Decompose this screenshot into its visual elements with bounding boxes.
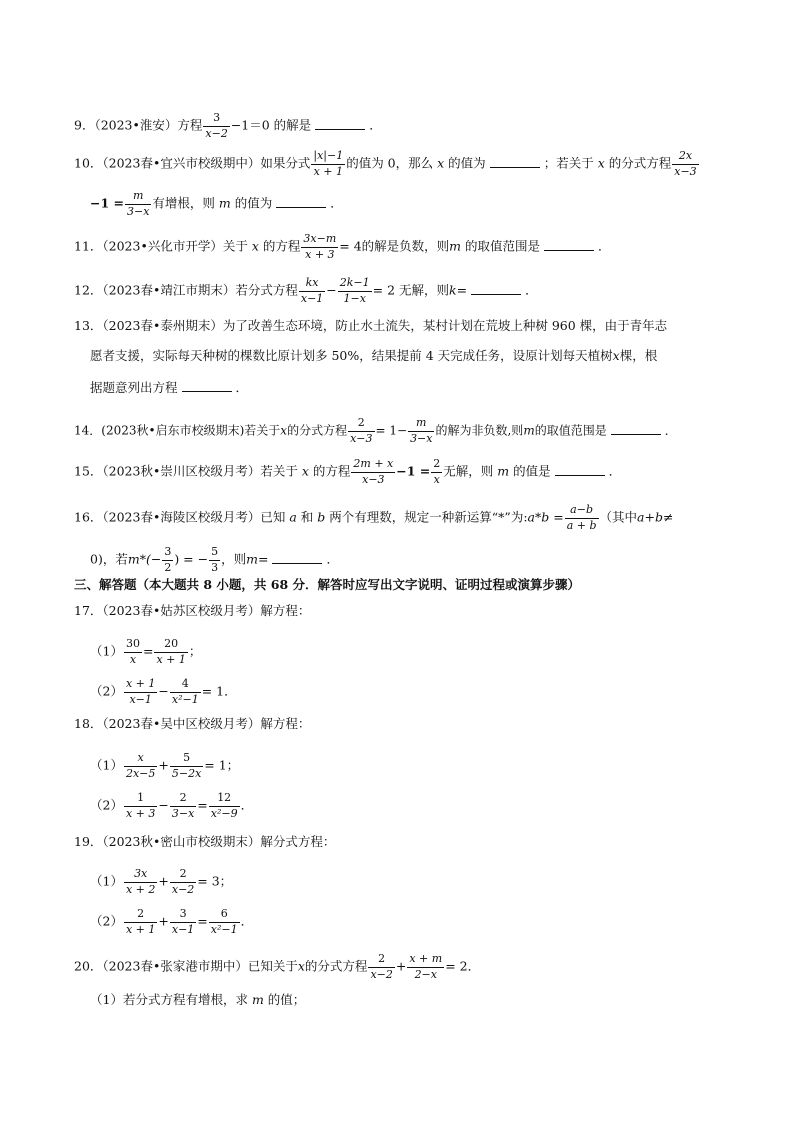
fraction bbox=[672, 150, 698, 178]
text-segment: −1＝0 的解是 bbox=[230, 117, 312, 133]
text-segment: 的分式方程 bbox=[304, 958, 368, 974]
denominator: x + 1 bbox=[156, 652, 186, 666]
text-segment: x bbox=[437, 155, 445, 171]
question-number: 19． bbox=[74, 834, 103, 849]
answer-blank[interactable] bbox=[490, 156, 540, 168]
fraction bbox=[170, 868, 196, 896]
text-segment: = 3； bbox=[197, 873, 233, 889]
numerator: 2 bbox=[179, 791, 187, 804]
numerator: m bbox=[416, 416, 427, 429]
fraction bbox=[565, 504, 599, 532]
numerator: 4 bbox=[181, 677, 189, 690]
text-segment: x bbox=[280, 423, 288, 438]
fraction bbox=[368, 953, 394, 981]
numerator: 2 bbox=[378, 952, 386, 965]
numerator: 5 bbox=[183, 751, 191, 764]
question-19-part-1 bbox=[90, 868, 232, 896]
question-source: （2023秋•密山市校级期末） bbox=[102, 834, 261, 849]
text-segment: 有增根，则 bbox=[152, 195, 215, 211]
question-10-line-2 bbox=[90, 190, 343, 218]
text-segment: （1） bbox=[90, 873, 123, 889]
answer-blank[interactable] bbox=[471, 283, 521, 295]
question-number: 11． bbox=[74, 238, 103, 254]
numerator: 3x bbox=[134, 867, 148, 880]
question-source: (2023秋•启东市校级期末) bbox=[101, 423, 245, 438]
question-18 bbox=[74, 718, 310, 731]
text-segment: m bbox=[218, 195, 231, 211]
fraction bbox=[301, 233, 338, 261]
fraction bbox=[407, 953, 444, 981]
text-segment: a bbox=[289, 509, 297, 525]
denominator: x bbox=[124, 652, 142, 667]
text-segment: ． bbox=[240, 797, 254, 813]
text-segment: ． bbox=[598, 238, 611, 254]
text-segment: 和 bbox=[300, 509, 314, 525]
text-segment: m*(− bbox=[127, 551, 162, 567]
denominator: x + 1 bbox=[125, 922, 156, 936]
question-number: 10． bbox=[74, 155, 103, 171]
denominator: x−1 bbox=[124, 692, 157, 707]
text-segment: = bbox=[257, 551, 269, 567]
text-segment: b bbox=[317, 509, 326, 525]
question-number: 12． bbox=[74, 282, 103, 298]
fraction bbox=[203, 112, 229, 140]
question-number: 17． bbox=[74, 603, 103, 618]
question-number: 15． bbox=[74, 463, 103, 479]
answer-blank[interactable] bbox=[315, 118, 365, 130]
fraction bbox=[124, 908, 157, 936]
denominator: 3−x bbox=[171, 806, 195, 820]
question-source: （2023秋•崇川区校级月考） bbox=[102, 463, 261, 479]
text-segment: x bbox=[612, 348, 620, 363]
numerator: |x|−1 bbox=[313, 149, 344, 162]
fraction bbox=[125, 190, 151, 218]
text-segment: 的方程 bbox=[312, 463, 351, 479]
text-segment: 棵，根 bbox=[619, 348, 658, 363]
text-segment: （1） bbox=[90, 643, 123, 659]
question-number: 9． bbox=[74, 117, 95, 133]
text-segment: 已知 bbox=[260, 509, 286, 525]
question-14 bbox=[74, 417, 677, 445]
text-segment: 为了改善生态环境，防止水土流失，某村计划在荒坡上种树 960 棵，由于青年志 bbox=[222, 318, 668, 333]
text-segment: 已知关于 bbox=[247, 958, 298, 974]
question-19-part-2 bbox=[90, 908, 253, 936]
fraction bbox=[124, 638, 142, 666]
text-segment: 的值为 0，那么 bbox=[346, 155, 434, 171]
numerator: 30 bbox=[125, 637, 140, 650]
numerator: 2x bbox=[678, 149, 693, 162]
text-segment: 0)，若 bbox=[90, 551, 128, 567]
fraction bbox=[162, 546, 173, 574]
question-16-line-2 bbox=[90, 546, 339, 574]
text-segment: −1 = bbox=[396, 463, 431, 479]
numerator: 20 bbox=[164, 637, 179, 650]
question-18-part-1 bbox=[90, 752, 239, 780]
text-segment: ． bbox=[664, 423, 677, 438]
question-source: （2023春•姑苏区校级月考） bbox=[102, 603, 261, 618]
question-source: （2023春•海陵区校级月考） bbox=[102, 509, 261, 525]
denominator: x²−9 bbox=[210, 806, 238, 820]
text-segment: 两个有理数，规定一种新运算“*”为: bbox=[329, 509, 528, 525]
text-segment: 的取值范围是 bbox=[534, 423, 607, 438]
denominator: x−3 bbox=[350, 431, 373, 445]
fraction bbox=[124, 792, 157, 820]
denominator: 3−x bbox=[410, 431, 433, 445]
question-12 bbox=[74, 277, 538, 305]
text-segment: = 1． bbox=[201, 683, 237, 699]
denominator: 2x−5 bbox=[125, 766, 156, 780]
question-10 bbox=[74, 150, 700, 178]
text-segment: ； bbox=[188, 643, 202, 659]
numerator: 5 bbox=[211, 545, 219, 558]
answer-blank[interactable] bbox=[272, 552, 322, 564]
text-segment: a+b≠ bbox=[637, 509, 674, 525]
question-18-part-2 bbox=[90, 792, 253, 820]
text-segment: x bbox=[297, 958, 305, 974]
text-segment: m bbox=[449, 238, 462, 254]
question-13-line-3 bbox=[90, 380, 248, 395]
text-segment: （2） bbox=[90, 913, 123, 929]
section-heading: 三、解答题（本大题共 8 小题，共 68 分．解答时应写出文字说明、证明过程或演算步骤） bbox=[74, 577, 581, 592]
answer-blank[interactable] bbox=[182, 380, 232, 392]
denominator: x + 3 bbox=[301, 247, 338, 262]
text-segment: （其中 bbox=[599, 509, 638, 525]
denominator: x−3 bbox=[674, 164, 697, 178]
denominator: x−2 bbox=[370, 967, 393, 981]
question-source: （2023春•宜兴市校级期中） bbox=[102, 155, 261, 171]
text-segment: m bbox=[246, 551, 258, 567]
text-segment: 的取值范围是 bbox=[465, 238, 541, 254]
numerator: x + m bbox=[409, 952, 443, 965]
text-segment: = bbox=[456, 282, 468, 298]
fraction bbox=[338, 277, 372, 305]
question-9 bbox=[74, 112, 382, 140]
text-segment: = bbox=[142, 643, 154, 659]
fraction bbox=[124, 752, 157, 780]
text-segment: 解方程： bbox=[260, 716, 311, 731]
numerator: kx bbox=[305, 276, 319, 289]
denominator: x−1 bbox=[300, 291, 324, 305]
fraction bbox=[351, 458, 395, 486]
question-number: 13． bbox=[74, 318, 103, 333]
numerator: x bbox=[137, 751, 144, 764]
text-segment: + bbox=[158, 757, 169, 773]
denominator: x²−1 bbox=[210, 922, 238, 936]
answer-blank[interactable] bbox=[611, 423, 661, 435]
numerator: 6 bbox=[220, 907, 228, 920]
question-11 bbox=[74, 233, 611, 261]
text-segment: m bbox=[251, 992, 264, 1007]
denominator: 5−2x bbox=[171, 766, 202, 780]
fraction bbox=[124, 678, 157, 706]
numerator: 3 bbox=[179, 907, 187, 920]
text-segment: 的值是 bbox=[513, 463, 551, 479]
numerator: 2 bbox=[137, 907, 145, 920]
text-segment: m bbox=[523, 423, 535, 438]
numerator: 2m + x bbox=[353, 457, 394, 470]
numerator: 3 bbox=[213, 111, 221, 124]
question-20 bbox=[74, 953, 480, 981]
fraction bbox=[170, 678, 201, 706]
fraction bbox=[124, 868, 157, 896]
numerator: 2 bbox=[179, 867, 187, 880]
fraction bbox=[170, 908, 196, 936]
question-20-part-1 bbox=[90, 994, 305, 1007]
denominator: x + 2 bbox=[125, 882, 156, 896]
question-17-part-1 bbox=[90, 638, 201, 666]
text-segment: 的值为 bbox=[234, 195, 273, 211]
text-segment: = 1− bbox=[375, 423, 408, 438]
text-segment: ． bbox=[326, 551, 339, 567]
denominator: x−2 bbox=[171, 882, 195, 896]
text-segment: 若关于 bbox=[244, 423, 281, 438]
question-number: 14． bbox=[74, 423, 102, 438]
text-segment: −1 = bbox=[90, 195, 124, 211]
text-segment: + bbox=[395, 958, 407, 974]
text-segment: 如果分式 bbox=[260, 155, 311, 171]
numerator: 3x−m bbox=[303, 232, 337, 245]
text-segment: + bbox=[158, 913, 169, 929]
answer-blank[interactable] bbox=[544, 239, 594, 251]
question-13-line-2 bbox=[90, 350, 657, 363]
text-segment: − bbox=[158, 797, 169, 813]
question-17 bbox=[74, 605, 310, 618]
text-segment: x bbox=[301, 463, 309, 479]
fraction bbox=[209, 792, 240, 820]
text-segment: 关于 bbox=[222, 238, 248, 254]
text-segment: − bbox=[326, 282, 337, 298]
numerator: 2 bbox=[433, 457, 441, 470]
text-segment: 的分式方程 bbox=[287, 423, 348, 438]
fraction bbox=[348, 417, 374, 445]
question-source: （2023•淮安） bbox=[94, 117, 178, 133]
text-segment: （1） bbox=[90, 757, 123, 773]
text-segment: ． bbox=[525, 282, 538, 298]
text-segment: ． bbox=[608, 463, 622, 479]
text-segment: = 4的解是负数，则 bbox=[339, 238, 450, 254]
denominator: x + 1 bbox=[311, 164, 345, 179]
text-segment: ． bbox=[240, 913, 254, 929]
question-number: 18． bbox=[74, 716, 103, 731]
text-segment: 若关于 bbox=[260, 463, 298, 479]
denominator: 2 bbox=[164, 560, 172, 574]
question-19 bbox=[74, 836, 335, 849]
text-segment: = 1； bbox=[204, 757, 240, 773]
fraction bbox=[209, 908, 240, 936]
numerator: m bbox=[132, 189, 144, 202]
question-15 bbox=[74, 458, 621, 486]
question-source: （2023春•吴中区校级月考） bbox=[102, 716, 261, 731]
numerator: 3 bbox=[164, 545, 172, 558]
text-segment: − bbox=[158, 683, 169, 699]
fraction bbox=[154, 638, 187, 666]
text-segment: a*b = bbox=[527, 509, 564, 525]
text-segment: = 2 无解，则 bbox=[372, 282, 450, 298]
text-segment: x bbox=[251, 238, 259, 254]
text-segment: ． bbox=[235, 380, 249, 395]
question-13 bbox=[74, 320, 667, 333]
denominator: 3 bbox=[211, 560, 219, 574]
denominator: x²−1 bbox=[171, 692, 199, 706]
text-segment: + bbox=[158, 873, 169, 889]
text-segment: （2） bbox=[90, 683, 123, 699]
question-number: 16． bbox=[74, 509, 103, 525]
text-segment: = bbox=[197, 913, 208, 929]
question-source: （2023•兴化市开学） bbox=[102, 238, 223, 254]
numerator: 2 bbox=[357, 416, 365, 429]
denominator: x−1 bbox=[171, 922, 195, 936]
numerator: a−b bbox=[570, 503, 593, 516]
text-segment: 的值； bbox=[267, 992, 306, 1007]
denominator: 3−x bbox=[127, 204, 150, 218]
question-source: （2023春•靖江市期末） bbox=[102, 282, 236, 298]
numerator: 1 bbox=[137, 791, 145, 804]
text-segment: ． bbox=[330, 195, 343, 211]
text-segment: 无解，则 bbox=[443, 463, 494, 479]
text-segment: （1）若分式方程有增根，求 bbox=[90, 992, 248, 1007]
text-segment: 据题意列出方程 bbox=[90, 380, 178, 395]
numerator: x + 1 bbox=[125, 677, 156, 690]
text-segment: = bbox=[197, 797, 208, 813]
text-segment: = 2． bbox=[445, 958, 481, 974]
denominator: x + 3 bbox=[125, 806, 156, 820]
question-number: 20． bbox=[74, 958, 103, 974]
fraction bbox=[209, 546, 220, 574]
denominator: 2−x bbox=[407, 967, 444, 982]
fraction bbox=[170, 752, 203, 780]
fraction bbox=[311, 150, 345, 178]
text-segment: m bbox=[497, 463, 510, 479]
text-segment: （2） bbox=[90, 797, 123, 813]
denominator: x−2 bbox=[205, 126, 228, 140]
question-source: （2023春•张家港市期中） bbox=[102, 958, 248, 974]
text-segment: 的值为 bbox=[448, 155, 486, 171]
text-segment: 解方程： bbox=[260, 603, 311, 618]
text-segment: x bbox=[597, 155, 605, 171]
text-segment: ；若关于 bbox=[543, 155, 594, 171]
text-segment: 愿者支援，实际每天种树的棵数比原计划多 50%，结果提前 4 天完成任务，设原计划每天植树 bbox=[90, 348, 613, 363]
text-segment: 解分式方程： bbox=[260, 834, 336, 849]
answer-blank[interactable] bbox=[276, 196, 326, 208]
answer-blank[interactable] bbox=[555, 464, 605, 476]
text-segment: 的方程 bbox=[262, 238, 301, 254]
denominator: x−3 bbox=[351, 472, 395, 487]
text-segment: 方程 bbox=[177, 117, 203, 133]
text-segment: 若分式方程 bbox=[235, 282, 298, 298]
numerator: 2k−1 bbox=[339, 276, 370, 289]
numerator: 12 bbox=[217, 791, 232, 804]
question-17-part-2 bbox=[90, 678, 237, 706]
text-segment: 的分式方程 bbox=[608, 155, 672, 171]
text-segment: ) = − bbox=[174, 551, 209, 567]
text-segment: ． bbox=[369, 117, 382, 133]
text-segment: k bbox=[449, 282, 457, 298]
question-16 bbox=[74, 504, 673, 532]
fraction bbox=[170, 792, 196, 820]
fraction bbox=[299, 277, 325, 305]
fraction bbox=[408, 417, 434, 445]
text-segment: 的解为非负数,则 bbox=[435, 423, 524, 438]
denominator: a + b bbox=[566, 518, 597, 532]
denominator: x bbox=[431, 472, 442, 487]
text-segment: ，则 bbox=[221, 551, 247, 567]
fraction bbox=[431, 458, 442, 486]
denominator: 1−x bbox=[338, 291, 372, 306]
question-source: （2023春•泰州期末） bbox=[102, 318, 223, 333]
